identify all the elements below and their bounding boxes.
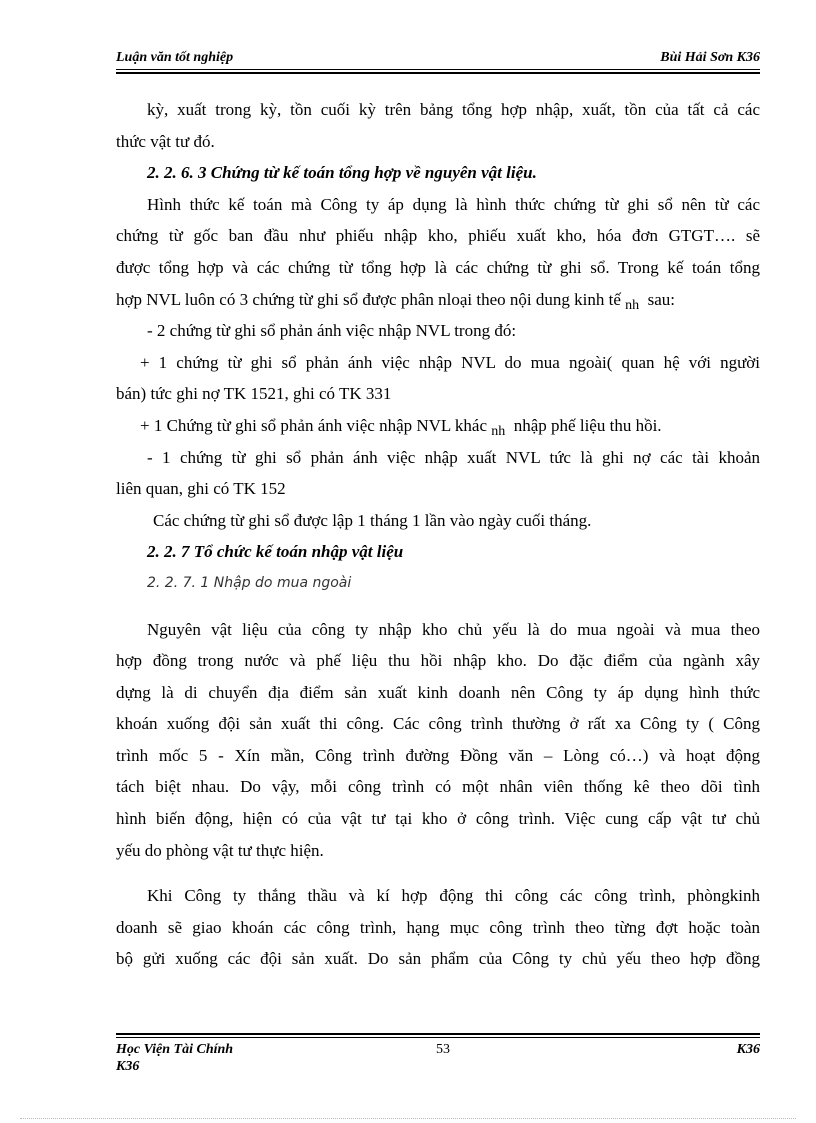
page-header xyxy=(116,50,760,66)
section-heading: 2. 2. 7 Tổ chức kế toán nhập vật liệu xyxy=(147,542,404,562)
page-body xyxy=(116,94,760,975)
paragraph-line: liên quan, ghi có TK 152 xyxy=(116,479,286,499)
footer-class: K36 xyxy=(116,1059,140,1074)
line-text: sau: xyxy=(647,289,676,309)
paragraph-line: Các chứng từ ghi sổ được lập 1 tháng 1 lần vào ngày cuối tháng. xyxy=(153,510,592,530)
paragraph-line: kỳ, xuất trong kỳ, tồn cuối kỳ trên bảng tổng hợp nhập, xuất, tồn của tất cả các xyxy=(147,100,760,119)
bullet-line: - 2 chứng từ ghi sổ phản ánh việc nhập NVL trong đó: xyxy=(147,321,517,341)
page-number: 53 xyxy=(436,1042,450,1057)
paragraph-line: hợp đồng trong nước và phế liệu thu hồi nhập kho. Do đặc điểm của ngành xây xyxy=(116,651,760,671)
line-text: + 1 Chứng từ ghi sổ phản ánh việc nhập NVL khác xyxy=(140,415,488,435)
paragraph-line: hình biến động, hiện có của vật tư tại kho ở công trình. Việc cung cấp vật tư chủ xyxy=(116,809,760,829)
paragraph-line: khoán xuống đội sản xuất thi công. Các công trình thường ở rất xa Công ty ( Công xyxy=(116,714,760,734)
bullet-line: + 1 chứng từ ghi sổ phản ánh việc nhập NVL do mua ngoài( quan hệ với người xyxy=(140,352,760,372)
header-thesis-title: Luận văn tốt nghiệp xyxy=(116,50,234,65)
paragraph-line: doanh sẽ giao khoán các công trình, hạng mục công trình theo từng đợt hoặc toàn xyxy=(116,917,760,937)
paragraph-line: chứng từ gốc ban đầu như phiếu nhập kho, phiếu xuất kho, hóa đơn GTGT…. sẽ xyxy=(116,226,760,246)
footer-rule-thick xyxy=(116,1033,760,1035)
paragraph-line: thức vật tư đó. xyxy=(116,131,215,151)
paragraph-line: bán) tức ghi nợ TK 1521, ghi có TK 331 xyxy=(116,384,392,404)
paragraph-line: Nguyên vật liệu của công ty nhập kho chủ yếu là do mua ngoài và mua theo xyxy=(147,619,760,639)
paragraph-line: được tổng hợp và các chứng từ tổng hợp là các chứng từ ghi sổ. Trong kế toán tổng xyxy=(116,257,760,277)
paragraph-line: Khi Công ty thắng thầu và kí hợp động thi công các công trình, phòngkinh xyxy=(147,886,760,906)
paragraph-line: tách biệt nhau. Do vậy, mỗi công trình có một nhân viên thống kê theo dõi tình xyxy=(116,777,760,797)
footer-institution xyxy=(116,1041,233,1075)
subsection-heading: 2. 2. 7. 1 Nhập do mua ngoài xyxy=(147,574,352,591)
paragraph-line: trình mốc 5 - Xín mần, Công trình đường Đồng văn – Lòng có…) và hoạt động xyxy=(116,745,760,765)
line-text: hợp NVL luôn có 3 chứng từ ghi sổ được phân nloại theo nội dung kinh tế xyxy=(116,289,621,309)
header-rule xyxy=(116,69,760,70)
footer-institution-name: Học Viện Tài Chính xyxy=(116,1042,234,1057)
header-author: Bùi Hải Sơn K36 xyxy=(660,50,760,65)
line-text: nhập phế liệu thu hồi. xyxy=(513,415,662,435)
bullet-line: - 1 chứng từ ghi sổ phản ánh việc nhập xuất NVL tức là ghi nợ các tài khoản xyxy=(147,447,760,467)
bullet-line xyxy=(116,410,760,442)
stray-text: nh xyxy=(625,297,640,313)
footer-rule xyxy=(116,1037,760,1038)
section-heading: 2. 2. 6. 3 Chứng từ kế toán tổng hợp về nguyên vật liệu. xyxy=(147,163,537,183)
footer-class-right: K36 xyxy=(736,1042,760,1057)
paragraph-line: bộ gửi xuống các đội sản xuất. Do sản phẩm của Công ty chủ yếu theo hợp đồng xyxy=(116,949,760,969)
stray-text: nh xyxy=(491,423,506,439)
paragraph-line: dựng là di chuyển địa điểm sản xuất kinh doanh nên Công ty áp dụng hình thức xyxy=(116,682,760,702)
paragraph-line xyxy=(116,284,760,316)
paragraph-line: yếu do phòng vật tư thực hiện. xyxy=(116,840,324,860)
page-edge-divider xyxy=(20,1118,796,1119)
paragraph-line: Hình thức kế toán mà Công ty áp dụng là hình thức chứng từ ghi sổ nên từ các xyxy=(147,194,760,214)
header-rule-thick xyxy=(116,72,760,74)
